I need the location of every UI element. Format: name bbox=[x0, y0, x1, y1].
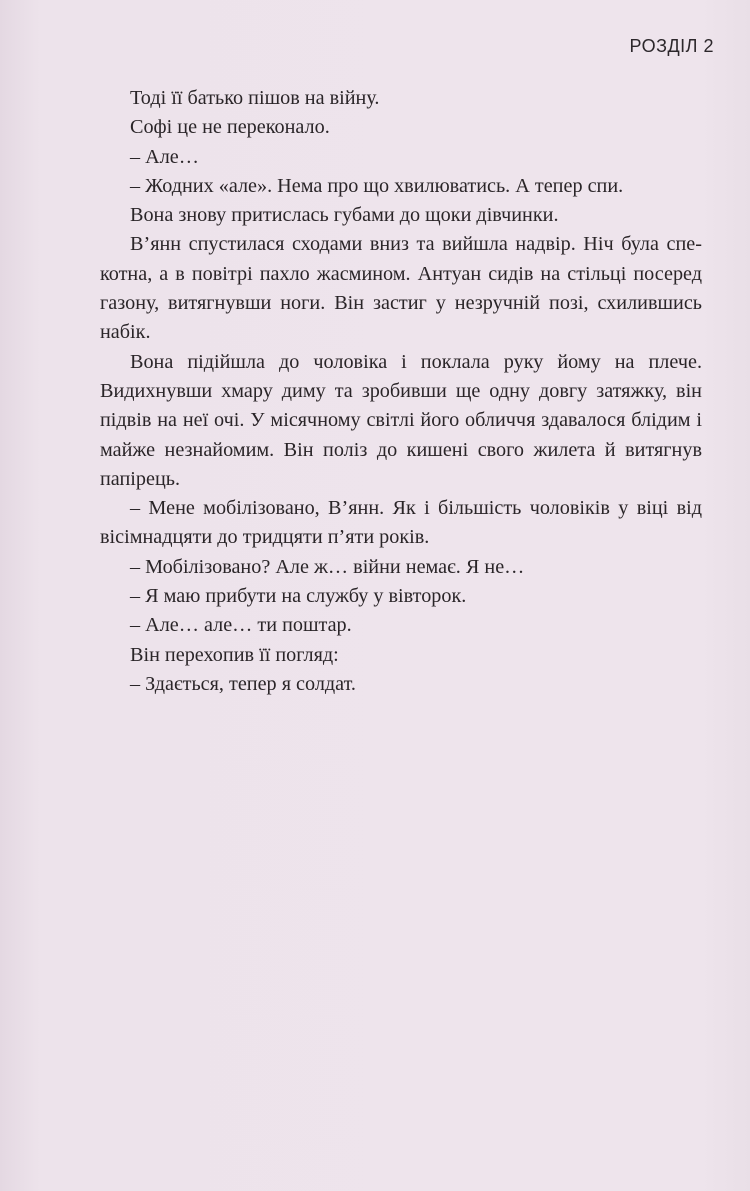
paragraph: Він перехопив її погляд: bbox=[130, 643, 339, 666]
paragraph: Вона підійшла до чоловіка і поклала руку йому на плече. Видихнувши хмару диму та зробивши ще одну довгу затяжку, він підвів на неї очі. У місячному світлі його обличчя здавалося блідим і майже незнайомим. Він поліз до кишені свого жилета й витягнув папірець. bbox=[100, 350, 702, 490]
dialogue-line: – Жодних «але». Нема про що хвилюватись. А тепер спи. bbox=[130, 174, 624, 197]
paragraph: Вона знову притислась губами до щоки дівчинки. bbox=[130, 204, 559, 227]
body-text bbox=[100, 84, 702, 699]
dialogue-line: – Мобілізовано? Але ж… війни немає. Я не… bbox=[130, 555, 525, 578]
dialogue-line: – Здається, тепер я солдат. bbox=[130, 672, 356, 695]
dialogue-line: – Я маю прибути на службу у вівторок. bbox=[130, 585, 467, 608]
running-head-chapter: РОЗДІЛ 2 bbox=[629, 36, 714, 56]
paragraph: Софі це не переконало. bbox=[130, 116, 330, 139]
paragraph: В’янн спустилася сходами вниз та вийшла надвір. Ніч була спекотна, а в повітрі пахло жасмином. Антуан сидів на стільці посеред газону, витягнувши ноги. Він застиг у незручній позі, схилившись набік. bbox=[100, 233, 702, 344]
dialogue-line: – Але… але… ти поштар. bbox=[130, 614, 352, 637]
dialogue-line: – Мене мобілізовано, В’янн. Як і більшість чоловіків у віці від вісімнадцяти до тридцяти п’яти років. bbox=[100, 497, 702, 549]
paragraph: Тоді її батько пішов на війну. bbox=[130, 87, 380, 109]
dialogue-line: – Але… bbox=[130, 145, 199, 168]
